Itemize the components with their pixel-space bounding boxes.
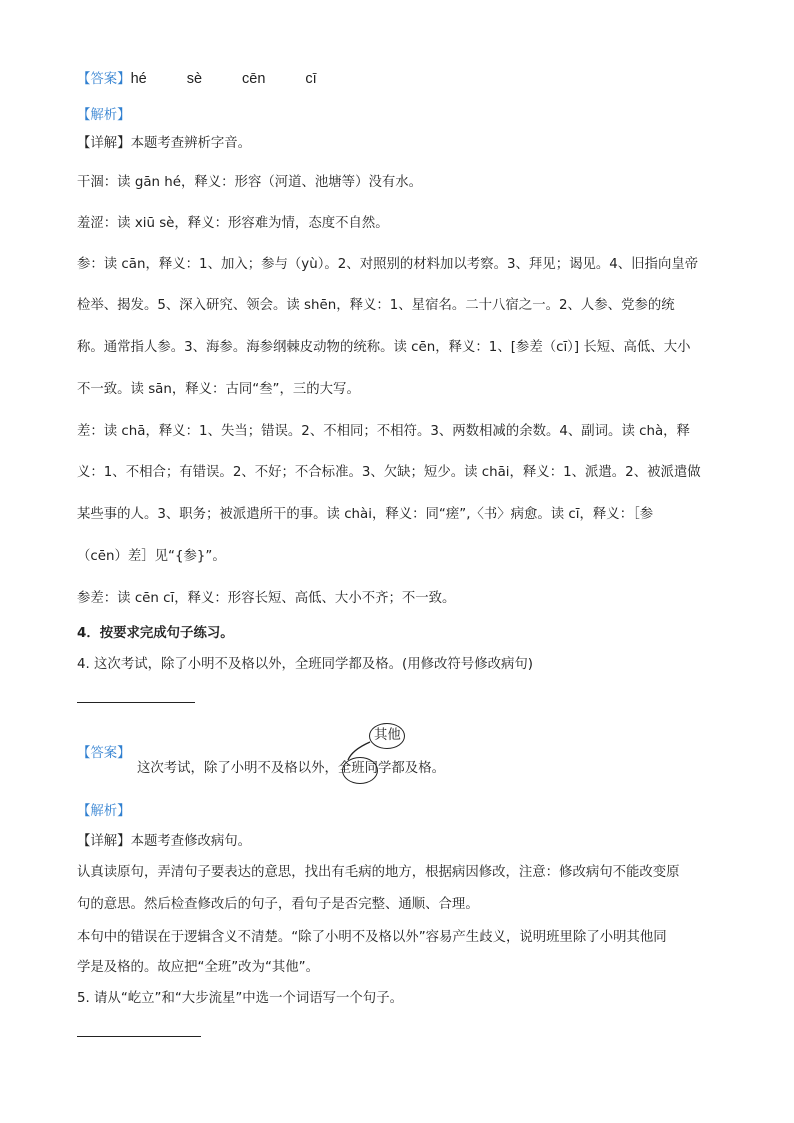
analysis-line: 干涸：读 gān hé，释义：形容（河道、池塘等）没有水。: [77, 175, 423, 190]
analysis-line: （cēn）差］见“{参}”。: [77, 549, 226, 564]
analysis-line: 不一致。读 sān，释义：古同“叁”，三的大写。: [77, 382, 360, 397]
analysis-4-line: 句的意思。然后检查修改后的句子，看句子是否完整、通顺、合理。: [77, 897, 479, 912]
replacement-word: 其他: [374, 728, 401, 743]
detail-text: 本题考查辨析字音。: [130, 136, 252, 151]
question-5: 5. 请从“屹立”和“大步流星”中选一个词语写一个句子。: [77, 991, 403, 1006]
pinyin-3: cēn: [242, 71, 266, 87]
pinyin-1: hé: [130, 71, 147, 87]
section-heading: 4．按要求完成句子练习。: [77, 626, 234, 641]
answer-4-circled: 全班: [337, 761, 365, 776]
analysis-4-line: 本句中的错误在于逻辑含义不清楚。“除了小明不及格以外”容易产生歧义，说明班里除了小明其他同: [77, 930, 667, 945]
analysis-line: 义：1、不相合；有错误。2、不好；不合标准。3、欠缺；短少。读 chāi，释义：1、派遣。2、被派遣做: [77, 465, 701, 480]
analysis-line: 羞涩：读 xiū sè，释义：形容难为情，态度不自然。: [77, 216, 389, 231]
analysis-line: 某些事的人。3、职务；被派遣所干的事。读 chài，释义：同“瘥”,〈书〉病愈。读 cī，释义：［参: [77, 507, 654, 522]
answer-4-after: 同学都及格。: [364, 761, 445, 776]
analysis-4-line: 认真读原句，弄清句子要表达的意思，找出有毛病的地方，根据病因修改，注意：修改病句不能改变原: [77, 865, 680, 880]
answer-tag: 【答案】: [77, 72, 131, 87]
detail-4-line: [77, 833, 251, 851]
analysis-4-line: 学是及格的。故应把“全班”改为“其他”。: [77, 960, 319, 975]
pinyin-4: cī: [305, 71, 317, 87]
analysis-line: 参：读 cān，释义：1、加入；参与（yù）。2、对照别的材料加以考察。3、拜见；谒见。4、旧指向皇帝: [77, 257, 699, 272]
circled-word-mark: [342, 757, 378, 784]
answer-5-blank-line: [77, 1036, 201, 1037]
pinyin-2: sè: [186, 71, 203, 87]
question-4: 4. 这次考试，除了小明不及格以外，全班同学都及格。(用修改符号修改病句): [77, 657, 533, 672]
analysis-line: 差：读 chā，释义：1、失当；错误。2、不相同；不相符。3、两数相减的余数。4、副词。读 chà，释: [77, 424, 690, 439]
analysis-line: 参差：读 cēn cī，释义：形容长短、高低、大小不齐；不一致。: [77, 591, 456, 606]
analysis-line: 检举、揭发。5、深入研究、领会。读 shēn，释义：1、星宿名。二十八宿之一。2、人参、党参的统: [77, 298, 675, 313]
analysis-4-tag: 【解析】: [77, 804, 131, 819]
answer-4-before: 这次考试，除了小明不及格以外，: [137, 761, 338, 776]
answer-4-tag: 【答案】: [77, 746, 131, 761]
detail-tag: 【详解】: [77, 136, 131, 151]
detail-4-text: 本题考查修改病句。: [130, 834, 252, 849]
analysis-line: 称。通常指人参。3、海参。海参纲棘皮动物的统称。读 cēn，释义：1、[参差（cī）] 长短、高低、大小: [77, 340, 691, 355]
answer-4-sentence: [137, 760, 445, 778]
detail-4-tag: 【详解】: [77, 834, 131, 849]
analysis-tag: 【解析】: [77, 108, 131, 123]
